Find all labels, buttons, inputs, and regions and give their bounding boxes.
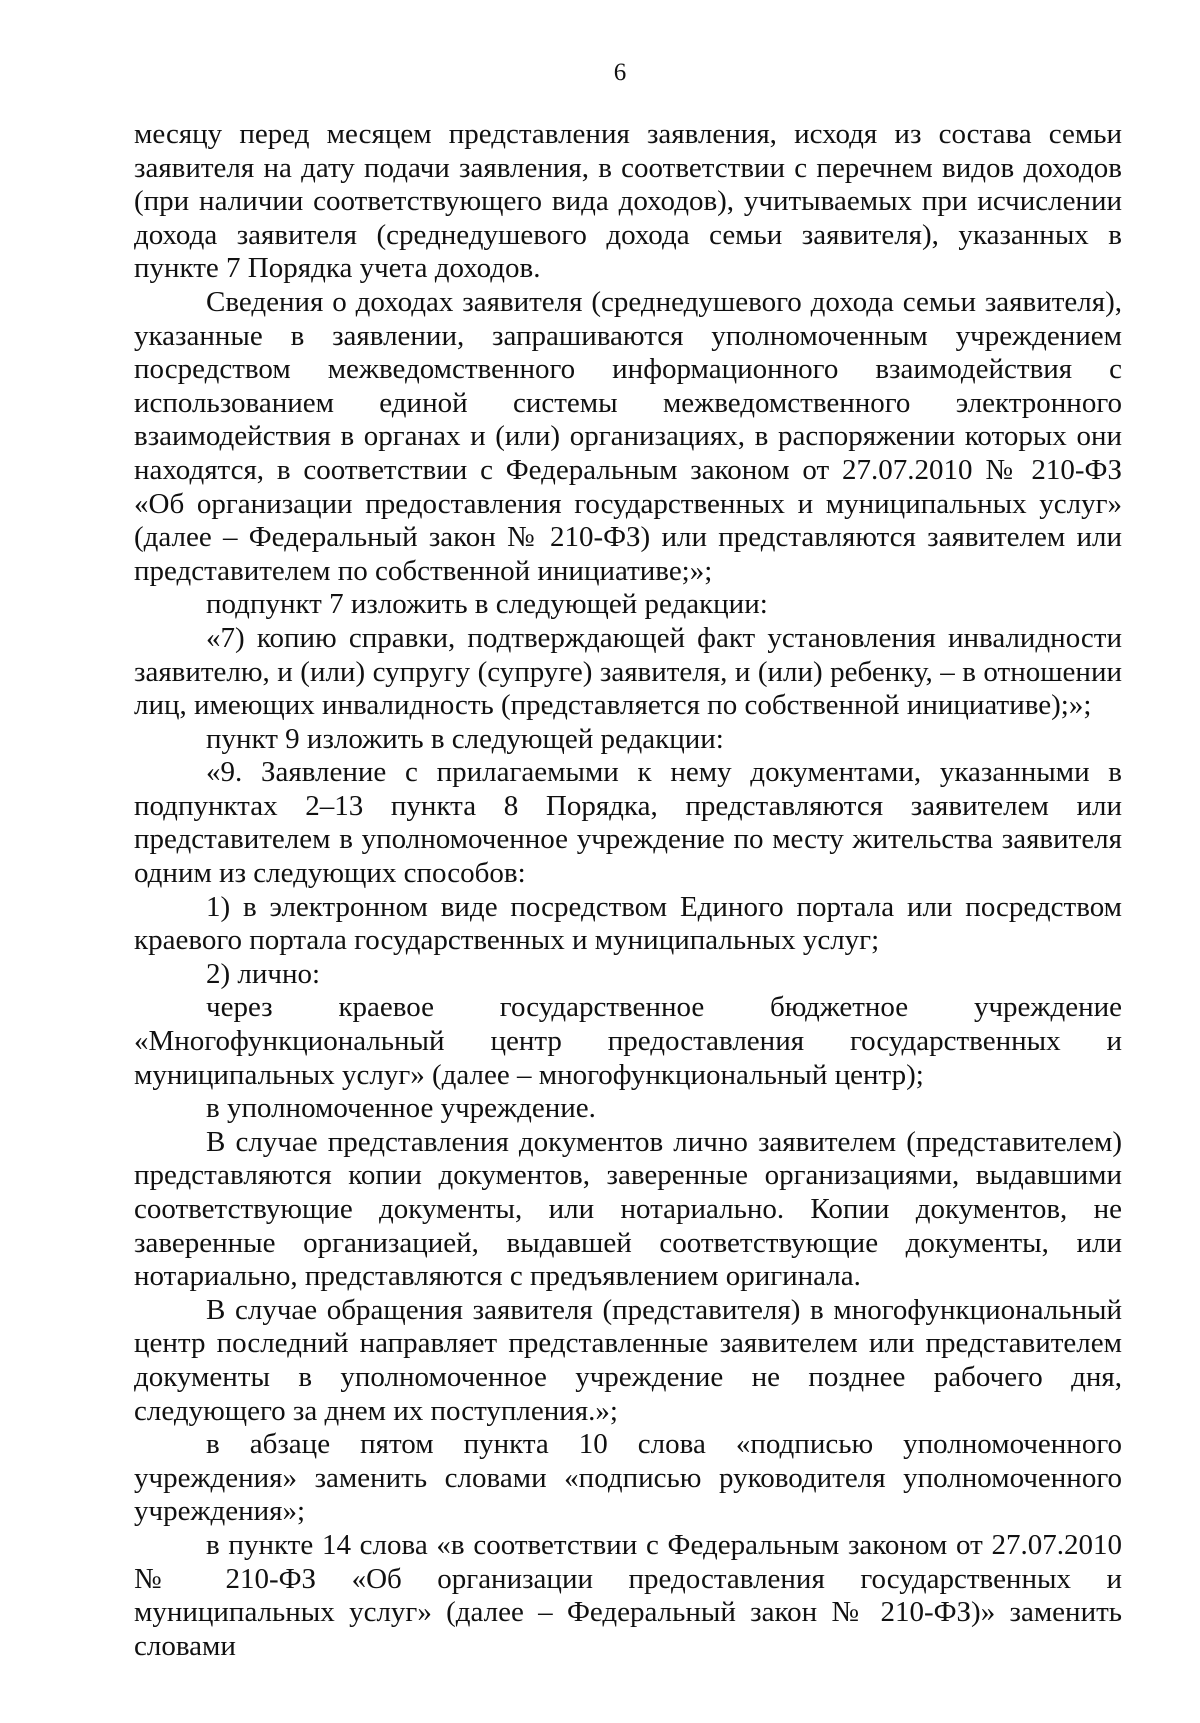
document-body (134, 118, 1122, 1663)
paragraph-income-month: месяцу перед месяцем представления заявления, исходя из состава семьи заявителя на дату подачи заявления, в соответствии с перечнем видов доходов (при наличии соответствующего вида доходов), учитываемых при исчислении дохода заявителя (среднедушевого дохода семьи заявителя), указанных в пункте 7 Порядка учета доходов. (134, 118, 1122, 285)
paragraph-income-info: Сведения о доходах заявителя (среднедушевого дохода семьи заявителя), указанные в заявлении, запрашиваются уполномоченным учреждением посредством межведомственного информационного взаимодействия с использованием единой системы межведомственного электронного взаимодействия в органах и (или) организациях, в распоряжении которых они находятся, в соответствии с Федеральным законом от 27.07.2010 № 210-ФЗ «Об организации предоставления государственных и муниципальных услуг» (далее – Федеральный закон № 210-ФЗ) или представляются заявителем или представителем по собственной инициативе;»; (134, 285, 1122, 587)
paragraph-point-10-amendment: в абзаце пятом пункта 10 слова «подписью уполномоченного учреждения» заменить словами «подписью руководителя уполномоченного учреждения»; (134, 1428, 1122, 1528)
page-number: 6 (613, 59, 627, 86)
paragraph-via-authorized-institution: в уполномоченное учреждение. (206, 1092, 596, 1125)
paragraph-subpoint-7-text: «7) копию справки, подтверждающей факт установления инвалидности заявителю, и (или) супругу (супруге) заявителя, и (или) ребенку, – в отношении лиц, имеющих инвалидность (представляется по собственной инициативе);»; (134, 621, 1122, 722)
paragraph-mfc-forwarding: В случае обращения заявителя (представителя) в многофункциональный центр последний направляет представленные заявителем или представителем документы в уполномоченное учреждение не позднее рабочего дня, следующего за днем их поступления.»; (134, 1293, 1122, 1427)
paragraph-method-electronic: 1) в электронном виде посредством Единого портала или посредством краевого портала государственных и муниципальных услуг; (134, 890, 1122, 957)
paragraph-subpoint-7-intro: подпункт 7 изложить в следующей редакции: (206, 588, 768, 621)
paragraph-document-copies: В случае представления документов лично заявителем (представителем) представляются копии документов, заверенные организациями, выдавшими соответствующие документы, или нотариально. Копии документов, не заверенные организацией, выдавшей соответствующие документы, или нотариально, представляются с предъявлением оригинала. (134, 1125, 1122, 1293)
paragraph-point-9-intro: пункт 9 изложить в следующей редакции: (206, 722, 724, 755)
paragraph-method-in-person: 2) лично: (206, 957, 321, 990)
paragraph-point-9-text: «9. Заявление с прилагаемыми к нему документами, указанными в подпунктах 2–13 пункта 8 Порядка, представляются заявителем или представителем в уполномоченное учреждение по месту жительства заявителя одним из следующих способов: (134, 756, 1122, 890)
paragraph-via-mfc: через краевое государственное бюджетное учреждение «Многофункциональный центр предоставления государственных и муниципальных услуг» (далее – многофункциональный центр); (134, 991, 1122, 1091)
paragraph-point-14-amendment: в пункте 14 слова «в соответствии с Федеральным законом от 27.07.2010 № 210-ФЗ «Об организации предоставления государственных и муниципальных услуг» (далее – Федеральный закон № 210-ФЗ)» заменить словами (134, 1528, 1122, 1662)
